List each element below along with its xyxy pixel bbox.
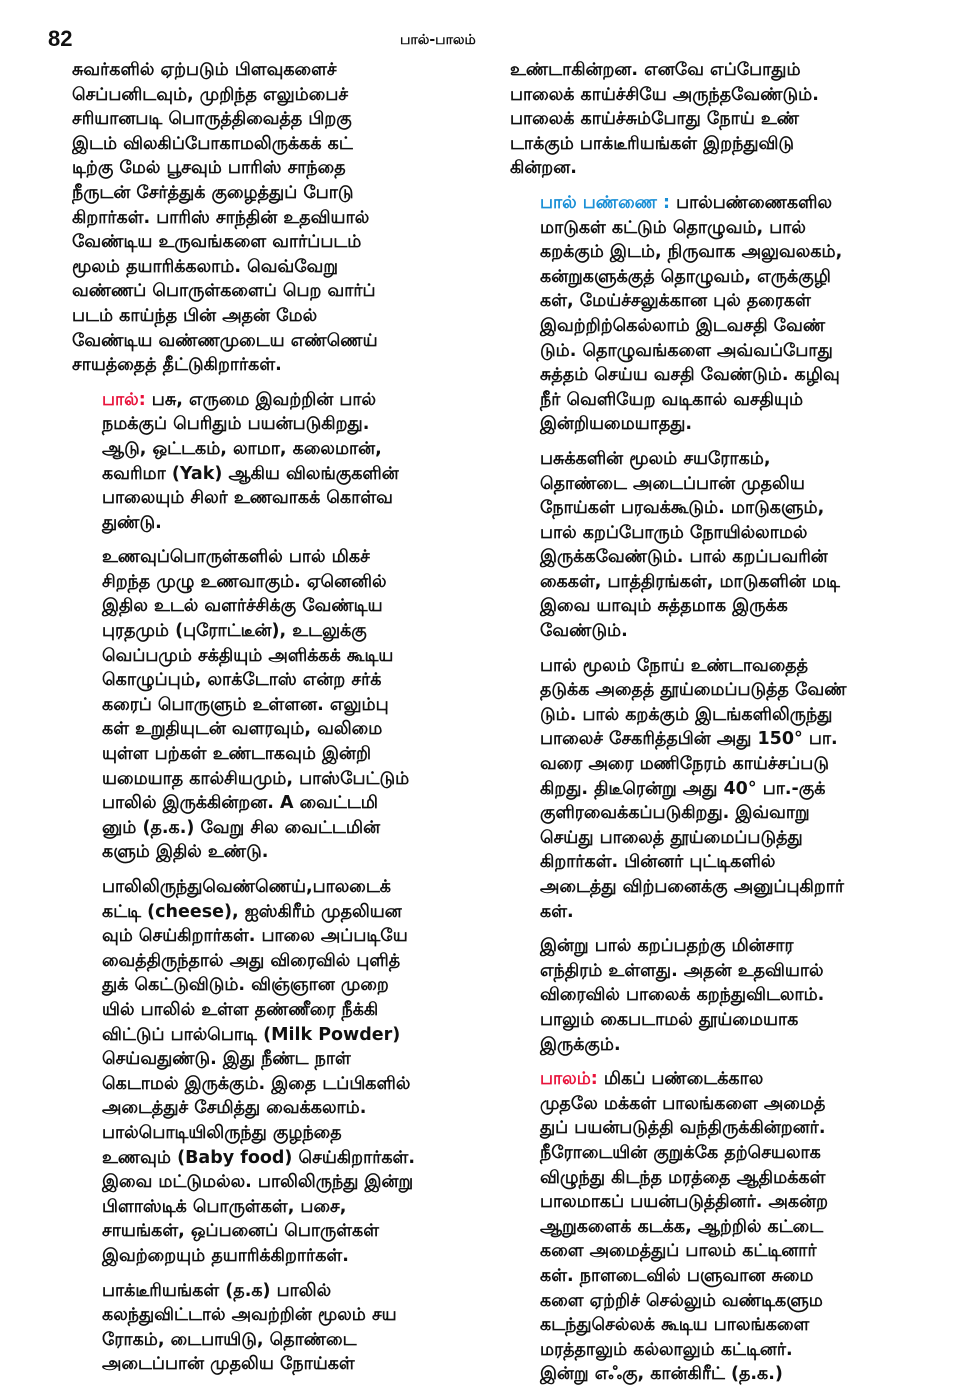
text-line: சரியானபடி பொருத்திவைத்த பிறகு bbox=[72, 109, 352, 130]
text-line: மரத்தாலும் கல்லாலும் கட்டினர். bbox=[540, 1339, 793, 1360]
text-line: சுத்தம் செய்ய வசதி வேண்டும். கழிவு bbox=[540, 365, 840, 386]
text-line: கறக்கும் இடம், நிருவாக அலுவலகம், bbox=[540, 242, 843, 263]
text-line: கட்டி (cheese), ஐஸ்கிரீம் முதலியன bbox=[102, 901, 402, 922]
text-line: வண்ணப் பொருள்களைப் பெற வார்ப் bbox=[72, 281, 376, 302]
text-line: கள் உறுதியுடன் வளரவும், வலிமை bbox=[102, 719, 383, 740]
text-line: கள். bbox=[540, 901, 574, 922]
text-line: நோய்கள் பரவக்கூடும். மாடுகளும், bbox=[540, 498, 825, 519]
text-line: பால் மூலம் நோய் உண்டாவதைத் bbox=[540, 655, 809, 676]
paragraph-nutrition bbox=[72, 545, 464, 865]
text-line: வரை அரை மணிநேரம் காய்ச்சப்படு bbox=[540, 754, 829, 775]
text-line: கள். நாளடைவில் பளுவான சுமை bbox=[540, 1265, 814, 1286]
text-line: பிளாஸ்டிக் பொருள்கள், பசை, bbox=[102, 1196, 347, 1217]
text-line: சாயங்கள், ஒப்பனைப் பொருள்கள் bbox=[102, 1221, 380, 1242]
text-line: வேண்டிய உருவங்களை வார்ப்படம் bbox=[72, 232, 362, 253]
text-line: கன்றுகளுக்குத் தொழுவம், எருக்குழி bbox=[540, 266, 831, 287]
text-line: கலந்துவிட்டால் அவற்றின் மூலம் சய bbox=[102, 1305, 397, 1326]
paragraph-machine bbox=[510, 934, 924, 1057]
text-line: தொண்டை அடைப்பான் முதலிய bbox=[540, 473, 805, 494]
text-line: வெப்பமும் சக்தியும் அளிக்கக் கூடிய bbox=[102, 645, 394, 666]
text-line: பால்பொடியிலிருந்து குழந்தை bbox=[102, 1122, 342, 1143]
text-line: சாயத்தைத் தீட்டுகிறார்கள். bbox=[72, 355, 282, 376]
text-line: நீர் வெளியேற வடிகால் வசதியும் bbox=[540, 389, 804, 410]
paragraph-disease bbox=[510, 447, 924, 644]
paragraph-dairy-farm-entry bbox=[510, 191, 924, 437]
text-line: உண்டாகின்றன. எனவே எப்போதும் bbox=[510, 60, 801, 80]
text-line: டிற்கு மேல் பூசவும் பாரிஸ் சாந்தை bbox=[72, 158, 346, 179]
text-line: அடைத்துச் சேமித்து வைக்கலாம். bbox=[102, 1098, 367, 1119]
running-head: பால்-பாலம் bbox=[400, 32, 476, 48]
text-line: உணவுப்பொருள்களில் பால் மிகச் bbox=[102, 547, 370, 568]
entry-first-line: பாலம்: மிகப் பண்டைக்கால bbox=[540, 1069, 764, 1090]
text-line: களும் இதில் உண்டு. bbox=[102, 842, 269, 863]
entry-first-line: பால் பண்ணை : பால்பண்ணைகளில bbox=[540, 192, 832, 213]
paragraph-boiling bbox=[510, 58, 924, 181]
text-line: படம் காய்ந்த பின் அதன் மேல் bbox=[72, 305, 318, 326]
text-line: வேண்டிய வண்ணமுடைய எண்ணெய் bbox=[72, 330, 378, 351]
text-line: இவை யாவும் சுத்தமாக இருக்க bbox=[540, 596, 788, 617]
text-line: கிறது. திடீரென்று அது 40° பா.-குக் bbox=[540, 778, 826, 799]
text-line: செய்து பாலைத் தூய்மைப்படுத்து bbox=[540, 827, 803, 848]
text-line: பாலிலிருந்துவெண்ணெய்,பாலடைக் bbox=[102, 877, 391, 897]
text-line: டும். பால் கறக்கும் இடங்களிலிருந்து bbox=[540, 704, 833, 725]
text-line: விட்டுப் பால்பொடி (Milk Powder) bbox=[102, 1024, 401, 1045]
text-line: இவற்றிற்கெல்லாம் இடவசதி வேண் bbox=[540, 315, 826, 336]
text-line: பாலைச் சேகரித்தபின் அது 150° பா. bbox=[540, 729, 838, 750]
text-line: யில் பாலில் உள்ள தண்ணீரை நீக்கி bbox=[102, 999, 379, 1020]
text-line: கடந்துசெல்லக் கூடிய பாலங்களை bbox=[540, 1315, 810, 1336]
text-line: நமக்குப் பெரிதும் பயன்படுகிறது. bbox=[102, 414, 370, 435]
text-line: பாக்டீரியங்கள் (த.க) பாலில் bbox=[102, 1280, 332, 1301]
text-line: இன்று எஃகு, கான்கிரீட் (த.க.) bbox=[540, 1364, 783, 1385]
paragraph-plaster bbox=[72, 58, 464, 378]
entry-heading-milk: பால்: bbox=[102, 389, 146, 410]
text-line: ஆறுகளைக் கடக்க, ஆற்றில் கட்டை bbox=[540, 1216, 824, 1237]
text-line: இவற்றையும் தயாரிக்கிறார்கள். bbox=[102, 1245, 349, 1266]
text-line: கைகள், பாத்திரங்கள், மாடுகளின் மடி bbox=[540, 571, 840, 592]
text-line: இன்று பால் கறப்பதற்கு மின்சார bbox=[540, 936, 794, 957]
text-line: இடம் விலகிப்போகாமலிருக்கக் கட் bbox=[72, 133, 353, 154]
text-line: விரைவில் பாலைக் கறந்துவிடலாம். bbox=[540, 985, 825, 1006]
text-line: துண்டு. bbox=[102, 512, 162, 533]
text-line: விழுந்து கிடந்த மரத்தை ஆதிமக்கள் bbox=[540, 1167, 826, 1188]
right-column bbox=[510, 58, 924, 1397]
text-line: கவரிமா (Yak) ஆகிய விலங்குகளின் bbox=[102, 463, 399, 484]
text-line: ஆடு, ஒட்டகம், லாமா, கலைமான், bbox=[102, 438, 382, 459]
text-line: தடுக்க அதைத் தூய்மைப்படுத்த வேண் bbox=[540, 680, 847, 701]
text-line: இன்றியமையாதது. bbox=[540, 414, 693, 435]
page-header bbox=[0, 26, 966, 56]
text-line: கரைப் பொருளும் உள்ளன. எலும்பு bbox=[102, 694, 389, 715]
text-line: நீருடன் சேர்த்துக் குழைத்துப் போடு bbox=[72, 182, 354, 203]
text-line: வேண்டும். bbox=[540, 621, 628, 642]
text-line: பாலைக் காய்ச்சியே அருந்தவேண்டும். bbox=[510, 84, 819, 105]
text-line: இருக்கவேண்டும். பால் கறப்பவரின் bbox=[540, 547, 828, 568]
text-line: அடைத்து விற்பனைக்கு அனுப்புகிறார் bbox=[540, 877, 845, 897]
text-line: டும். தொழுவங்களை அவ்வப்போது bbox=[540, 340, 833, 361]
text-line: துக் கெட்டுவிடும். விஞ்ஞான முறை bbox=[102, 975, 389, 996]
entry-heading-bridge: பாலம்: bbox=[540, 1069, 598, 1090]
paragraph-bacteria bbox=[72, 1279, 464, 1377]
text-line: யுள்ள பற்கள் உண்டாகவும் இன்றி bbox=[102, 744, 372, 765]
text-line: னும் (த.க.) வேறு சில வைட்டமின் bbox=[102, 817, 381, 838]
text-line: மூலம் தயாரிக்கலாம். வெவ்வேறு bbox=[72, 256, 339, 277]
text-line: களை ஏற்றிச் செல்லும் வண்டிகளும bbox=[540, 1290, 823, 1311]
text-line: வும் செய்கிறார்கள். பாலை அப்படியே bbox=[102, 926, 408, 947]
text-line: பாலைக் காய்ச்சும்போது நோய் உண் bbox=[510, 109, 799, 130]
text-line: வைத்திருந்தால் அது விரைவில் புளித் bbox=[102, 950, 401, 971]
text-line: முதலே மக்கள் பாலங்களை அமைத் bbox=[540, 1093, 826, 1114]
text-line: பசுக்களின் மூலம் சயரோகம், bbox=[540, 448, 771, 469]
text-line: இதில உடல் வளர்ச்சிக்கு வேண்டிய bbox=[102, 596, 383, 617]
text-line: பால் கறப்போரும் நோயில்லாமல் bbox=[540, 522, 808, 543]
text-line: உணவும் (Baby food) செய்கிறார்கள். bbox=[102, 1147, 416, 1168]
text-line: செய்வதுண்டு. இது நீண்ட நாள் bbox=[102, 1049, 351, 1070]
text-line: கிறார்கள். பின்னர் புட்டிகளில் bbox=[540, 852, 776, 873]
paragraph-bridge-entry bbox=[510, 1067, 924, 1387]
text-line: இவை மட்டுமல்ல. பாலிலிருந்து இன்று bbox=[102, 1172, 414, 1193]
text-line: புரதமும் (புரோட்டீன்), உடலுக்கு bbox=[102, 621, 367, 642]
entry-heading-dairy-farm: பால் பண்ணை : bbox=[540, 192, 670, 213]
text-line: கெடாமல் இருக்கும். இதை டப்பிகளில் bbox=[102, 1073, 411, 1094]
text-line: கிறார்கள். பாரிஸ் சாந்தின் உதவியால் bbox=[72, 207, 370, 228]
text-line: கொழுப்பும், லாக்டோஸ் என்ற சர்க் bbox=[102, 670, 382, 691]
paragraph-products bbox=[72, 875, 464, 1269]
text-line: செப்பனிடவும், முறிந்த எலும்பைச் bbox=[72, 84, 349, 105]
text-line: பாலையும் சிலர் உணவாகக் கொள்வ bbox=[102, 488, 393, 509]
text-line: பாலில் இருக்கின்றன. A வைட்டமி bbox=[102, 793, 379, 814]
text-line: குளிரவைக்கப்படுகிறது. இவ்வாறு bbox=[540, 803, 810, 824]
text-line: இருக்கும். bbox=[540, 1034, 621, 1055]
paragraph-milk-entry bbox=[72, 388, 464, 536]
text-line: சுவர்களில் ஏற்படும் பிளவுகளைச் bbox=[72, 60, 337, 80]
text-line: சிறந்த முழு உணவாகும். ஏனெனில் bbox=[102, 571, 387, 592]
text-line: ரோகம், டைபாயிடு, தொண்டை bbox=[102, 1329, 357, 1350]
text-line: துப் பயன்படுத்தி வந்திருக்கின்றனர். bbox=[540, 1118, 826, 1139]
text-line: பாலமாகப் பயன்படுத்தினர். அகன்ற bbox=[540, 1192, 828, 1213]
text-line: களை அமைத்துப் பாலம் கட்டினார் bbox=[540, 1241, 817, 1262]
text-line: எந்திரம் உள்ளது. அதன் உதவியால் bbox=[540, 960, 824, 981]
text-line: கின்றன. bbox=[510, 158, 577, 179]
text-line: டாக்கும் பாக்டீரியங்கள் இறந்துவிடு bbox=[510, 133, 795, 154]
text-line: அடைப்பான் முதலிய நோய்கள் bbox=[102, 1354, 355, 1375]
text-line: கள், மேய்ச்சலுக்கான புல் தரைகள் bbox=[540, 291, 811, 312]
text-line: பாலும் கைபடாமல் தூய்மையாக bbox=[540, 1009, 799, 1030]
page-number: 82 bbox=[48, 26, 73, 51]
paragraph-pasteurize bbox=[510, 654, 924, 925]
entry-first-line: பால்: பசு, எருமை இவற்றின் பால் bbox=[102, 389, 377, 410]
text-line: நீரோடையின் குறுக்கே தற்செயலாக bbox=[540, 1142, 821, 1163]
left-column bbox=[72, 58, 464, 1387]
text-line: மாடுகள் கட்டும் தொழுவம், பால் bbox=[540, 217, 806, 238]
text-line: யமையாத கால்சியமும், பாஸ்பேட்டும் bbox=[102, 768, 410, 789]
